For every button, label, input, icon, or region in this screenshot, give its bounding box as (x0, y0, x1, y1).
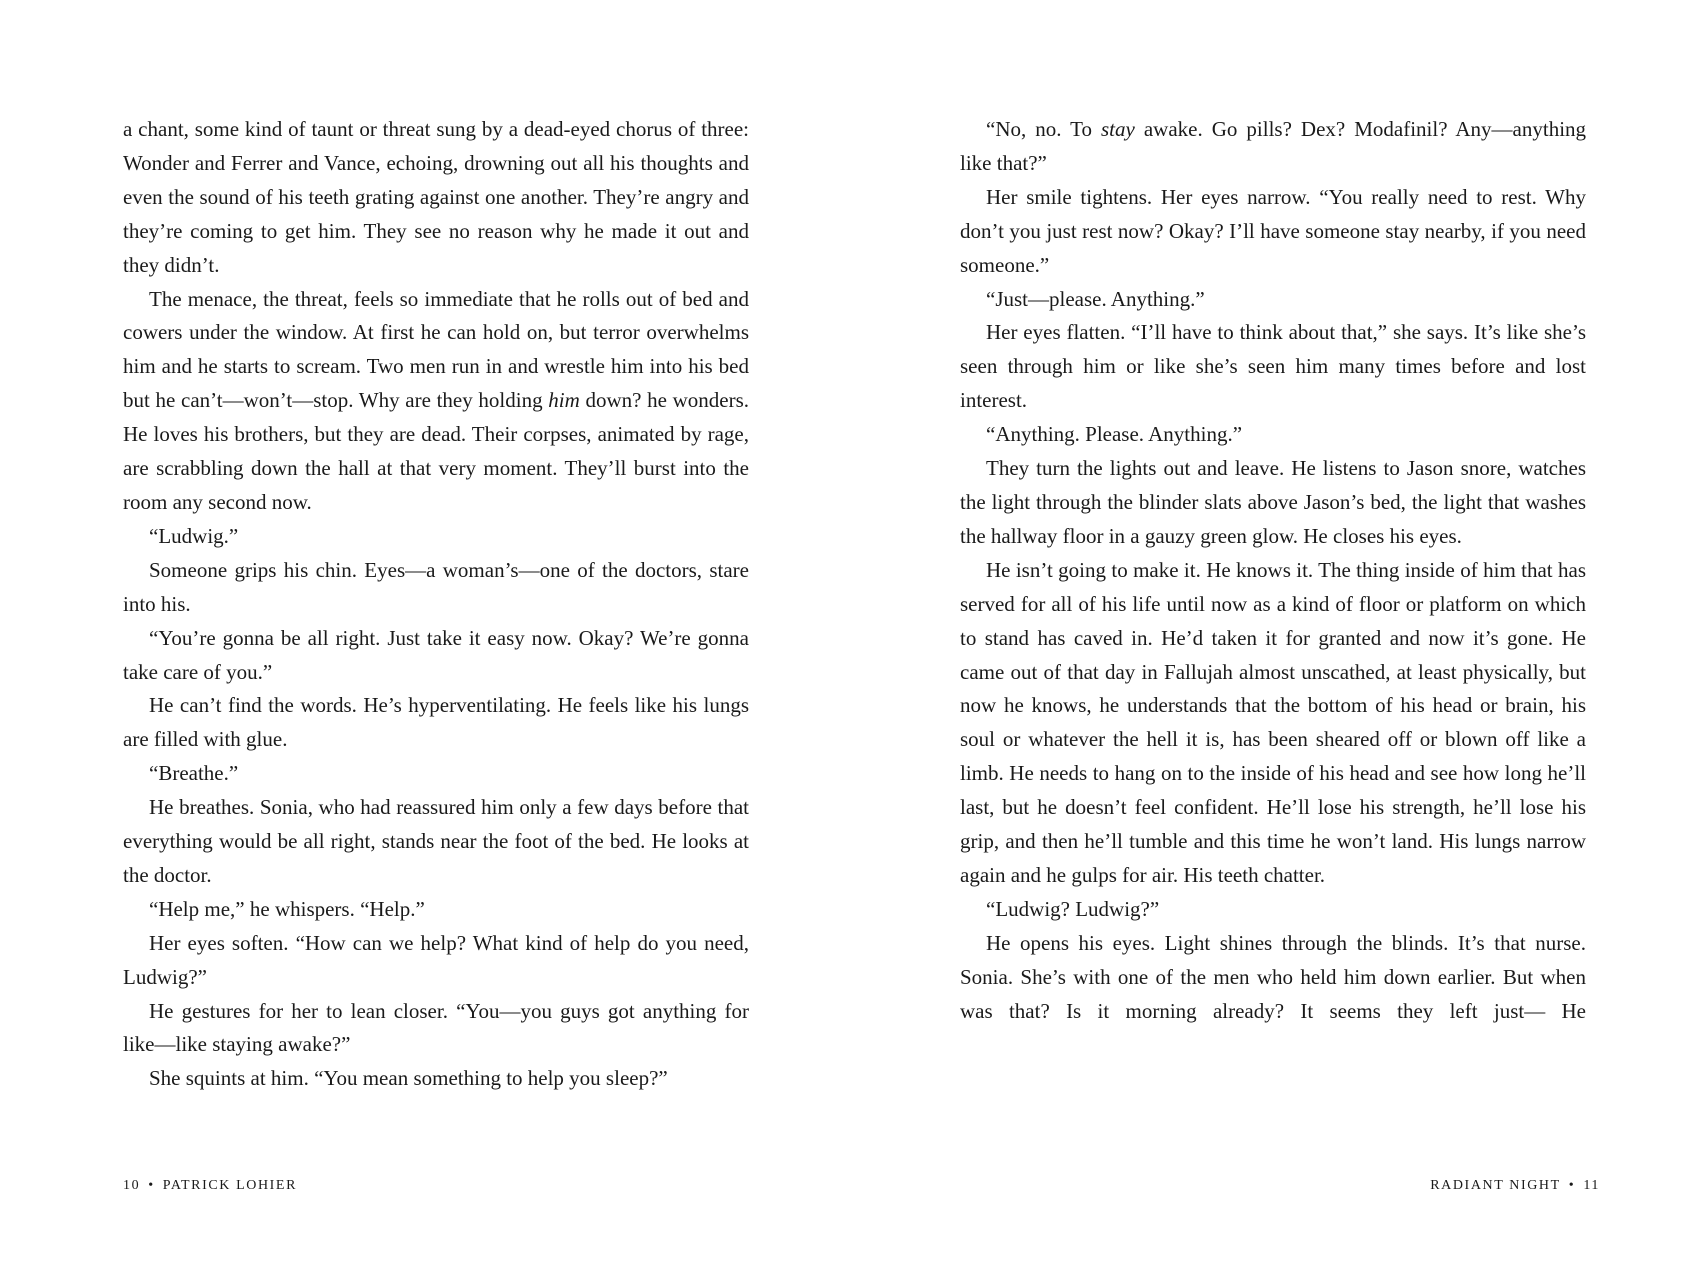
bullet-separator: • (1568, 1178, 1576, 1193)
running-head: PATRICK LOHIER (162, 1178, 298, 1193)
paragraph: “Help me,” he whispers. “Help.” (149, 896, 425, 921)
emphasis-text: stay (1101, 117, 1135, 141)
left-folio (123, 1178, 297, 1194)
paragraph: She squints at him. “You mean something to help you sleep?” (149, 1066, 668, 1091)
paragraph: He breathes. Sonia, who had reassured him only a few days before that everything would be all right, stands near the foot of the bed. He looks at the doctor. (123, 795, 749, 887)
paragraph: Her smile tightens. Her eyes narrow. “You really need to rest. Why don’t you just rest now? Okay? I’ll have someone stay nearby, if you need someone.” (960, 184, 1586, 277)
paragraph: He isn’t going to make it. He knows it. The thing inside of him that has served for all of his life until now as a kind of floor or platform on which to stand has caved in. He’d taken it for granted and now it’s gone. He came out of that day in Fallujah almost unscathed, at least physically, but now he knows, he understands that the bottom of his head or brain, his soul or whatever the hell it is, has been sheared off or blown off like a limb. He needs to hang on to the inside of his head and see how long he’ll last, but he doesn’t feel confident. He’ll lose his strength, he’ll lose his grip, and then he’ll tumble and this time he won’t land. His lungs narrow again and he gulps for air. His teeth chatter. (960, 557, 1586, 887)
running-head: RADIANT NIGHT (1430, 1178, 1561, 1193)
paragraph-text: “No, no. To (986, 117, 1092, 141)
paragraph (960, 113, 1586, 181)
paragraph: “Breathe.” (149, 761, 239, 786)
right-page (850, 0, 1700, 1284)
paragraph: “Anything. Please. Anything.” (986, 422, 1243, 447)
paragraph: a chant, some kind of taunt or threat sung by a dead-eyed chorus of three: Wonder and Ferrer and Vance, echoing, drowning out all his thoughts and even the sound of his teeth grating against one another. They’re angry and they’re coming to get him. They see no reason why he made it out and they didn’t. (123, 117, 749, 277)
paragraph (123, 283, 749, 520)
paragraph-text: down? he wonders. He loves his brothers, but they are dead. Their corpses, animated by rage, are scrabbling down the hall at that very moment. They’ll burst into the room any second now. (123, 388, 750, 514)
page-number: 10 (123, 1178, 141, 1193)
paragraph: He can’t find the words. He’s hyperventilating. He feels like his lungs are filled with glue. (123, 693, 749, 752)
right-folio (1430, 1178, 1600, 1194)
paragraph: “You’re gonna be all right. Just take it easy now. Okay? We’re gonna take care of you.” (123, 625, 749, 684)
emphasis-text: him (548, 388, 580, 413)
paragraph: “Ludwig.” (149, 523, 239, 548)
paragraph: Someone grips his chin. Eyes—a woman’s—one of the doctors, stare into his. (123, 557, 749, 616)
paragraph: “Just—please. Anything.” (986, 286, 1205, 311)
paragraph-text: awake. Go pills? Dex? Modafinil? Any—anything like that?” (960, 117, 1587, 175)
bullet-separator: • (148, 1178, 155, 1193)
paragraph-text: The menace, the threat, feels so immediate that he rolls out of bed and cowers under the window. At first he can hold on, but terror overwhelms him and he starts to scream. Two men run in and wrestle him into his bed but he can’t—won’t—stop. Why are they holding (123, 286, 749, 413)
paragraph: They turn the lights out and leave. He listens to Jason snore, watches the light through the blinder slats above Jason’s bed, the light that washes the hallway floor in a gauzy green glow. He closes his eyes. (960, 456, 1586, 548)
page-number: 11 (1583, 1178, 1600, 1193)
left-page-text (123, 113, 749, 1096)
paragraph: He gestures for her to lean closer. “You—you guys got anything for like—like staying awake?” (123, 998, 749, 1057)
paragraph: He opens his eyes. Light shines through the blinds. It’s that nurse. Sonia. She’s with one of the men who held him down earlier. But when was that? Is it morning already? It seems they left just— He (960, 930, 1586, 1023)
paragraph: Her eyes flatten. “I’ll have to think about that,” she says. It’s like she’s seen through him or like she’s seen him many times before and lost interest. (960, 320, 1586, 413)
paragraph: Her eyes soften. “How can we help? What kind of help do you need, Ludwig?” (123, 930, 749, 989)
paragraph: “Ludwig? Ludwig?” (986, 896, 1160, 921)
right-page-text (960, 113, 1586, 1028)
